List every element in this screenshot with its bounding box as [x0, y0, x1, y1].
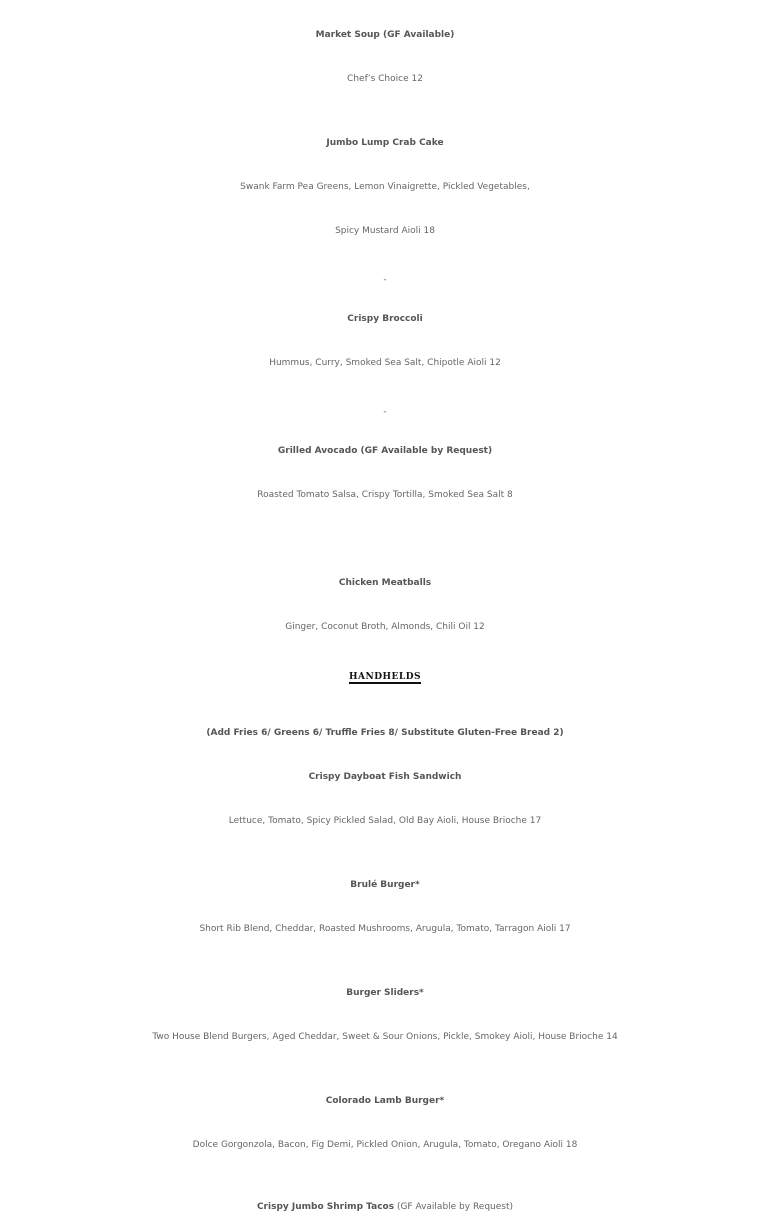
- separator: -: [383, 407, 387, 417]
- sliders-description: Two House Blend Burgers, Aged Cheddar, Sweet & Sour Onions, Pickle, Smokey Aioli, House Brioche 14: [152, 1032, 618, 1042]
- handhelds-addons-note: (Add Fries 6/ Greens 6/ Truffle Fries 8/ Substitute Gluten-Free Bread 2): [206, 728, 564, 738]
- crab-cake-description-line-1: Swank Farm Pea Greens, Lemon Vinaigrette, Pickled Vegetables,: [240, 182, 530, 192]
- market-soup-description: Chef’s Choice 12: [347, 74, 423, 84]
- meatballs-description: Ginger, Coconut Broth, Almonds, Chili Oil 12: [285, 622, 485, 632]
- crab-cake-title: Jumbo Lump Crab Cake: [326, 138, 444, 148]
- lamb-burger-description: Dolce Gorgonzola, Bacon, Fig Demi, Pickled Onion, Arugula, Tomato, Oregano Aioli 18: [192, 1140, 578, 1150]
- crab-cake-description-line-2: Spicy Mustard Aioli 18: [335, 226, 435, 236]
- broccoli-description: Hummus, Curry, Smoked Sea Salt, Chipotle Aioli 12: [269, 358, 501, 368]
- avocado-description: Roasted Tomato Salsa, Crispy Tortilla, Smoked Sea Salt 8: [257, 490, 513, 500]
- shrimp-tacos-title-row: [0, 1198, 770, 1216]
- broccoli-title: Crispy Broccoli: [347, 314, 423, 324]
- market-soup-title: Market Soup (GF Available): [315, 30, 455, 40]
- fish-sandwich-title: Crispy Dayboat Fish Sandwich: [308, 772, 462, 782]
- shrimp-tacos-note: (GF Available by Request): [394, 1202, 514, 1212]
- shrimp-tacos-title: Crispy Jumbo Shrimp Tacos: [256, 1202, 395, 1212]
- sliders-title: Burger Sliders*: [346, 988, 424, 998]
- brule-burger-title: Brulé Burger*: [350, 880, 420, 890]
- avocado-title: Grilled Avocado (GF Available by Request): [277, 446, 493, 456]
- handhelds-heading: HANDHELDS: [348, 672, 421, 682]
- lamb-burger-title: Colorado Lamb Burger*: [325, 1096, 445, 1106]
- meatballs-title: Chicken Meatballs: [338, 578, 432, 588]
- brule-burger-description: Short Rib Blend, Cheddar, Roasted Mushrooms, Arugula, Tomato, Tarragon Aioli 17: [199, 924, 571, 934]
- separator: -: [383, 275, 387, 285]
- fish-sandwich-description: Lettuce, Tomato, Spicy Pickled Salad, Old Bay Aioli, House Brioche 17: [228, 816, 542, 826]
